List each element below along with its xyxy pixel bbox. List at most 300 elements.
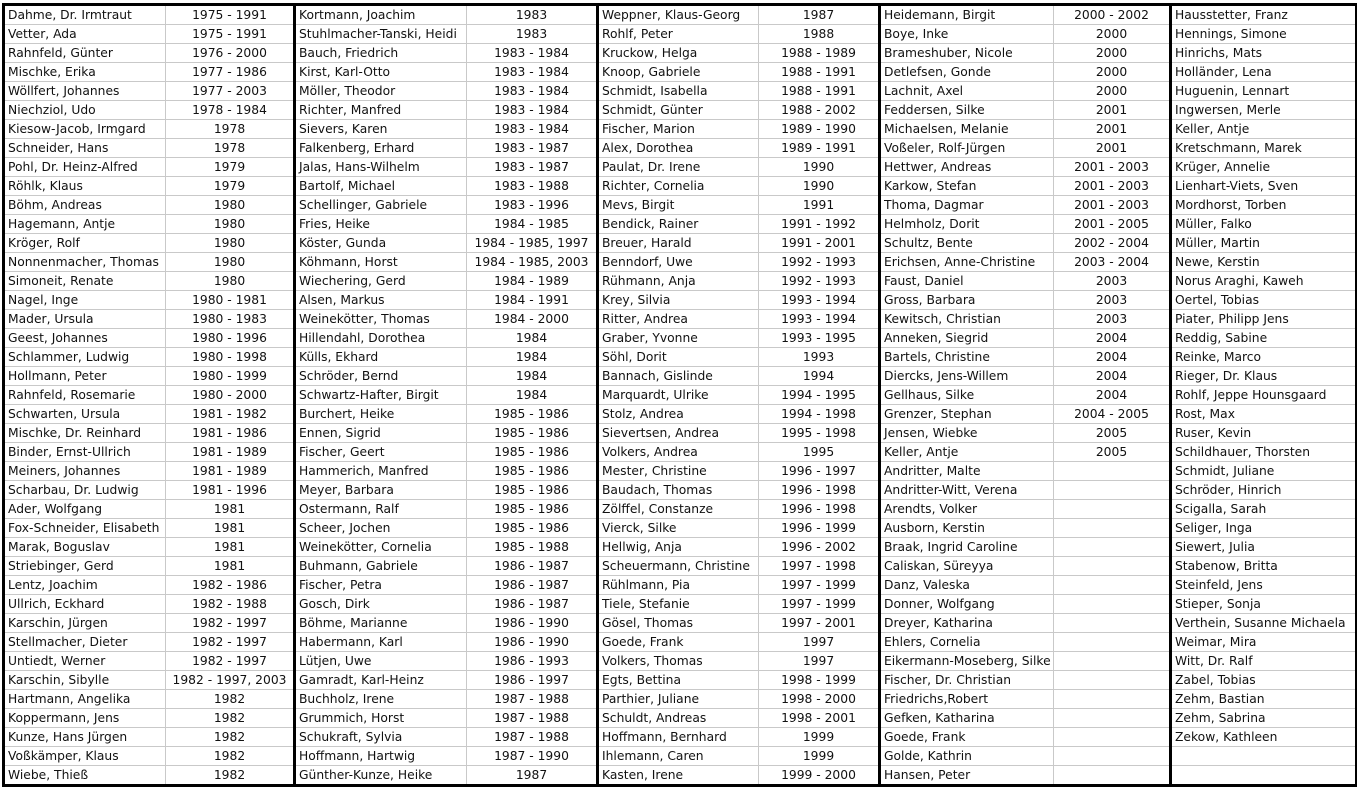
name-cell[interactable]: Ritter, Andrea <box>598 310 759 329</box>
years-cell[interactable]: 1984 <box>467 348 598 367</box>
years-cell[interactable]: 1986 - 1987 <box>467 557 598 576</box>
name-cell[interactable]: Newe, Kerstin <box>1171 253 1357 272</box>
years-cell[interactable]: 2001 <box>1054 139 1171 158</box>
name-cell[interactable]: Andritter, Malte <box>880 462 1054 481</box>
name-cell[interactable]: Egts, Bettina <box>598 671 759 690</box>
name-cell[interactable]: Sievertsen, Andrea <box>598 424 759 443</box>
name-cell[interactable]: Sievers, Karen <box>295 120 467 139</box>
years-cell[interactable]: 1983 <box>467 5 598 25</box>
name-cell[interactable]: Marquardt, Ulrike <box>598 386 759 405</box>
name-cell[interactable]: Schultz, Bente <box>880 234 1054 253</box>
name-cell[interactable]: Kröger, Rolf <box>4 234 166 253</box>
years-cell[interactable]: 1983 - 1984 <box>467 101 598 120</box>
years-cell[interactable]: 2003 <box>1054 310 1171 329</box>
name-cell[interactable]: Lütjen, Uwe <box>295 652 467 671</box>
name-cell[interactable]: Fischer, Marion <box>598 120 759 139</box>
years-cell[interactable]: 1985 - 1988 <box>467 538 598 557</box>
years-cell[interactable]: 1983 - 1987 <box>467 158 598 177</box>
years-cell[interactable]: 2004 <box>1054 348 1171 367</box>
name-cell[interactable]: Schuldt, Andreas <box>598 709 759 728</box>
name-cell[interactable]: Breuer, Harald <box>598 234 759 253</box>
name-cell[interactable]: Habermann, Karl <box>295 633 467 652</box>
years-cell[interactable]: 1983 - 1984 <box>467 82 598 101</box>
years-cell[interactable]: 1988 <box>759 25 880 44</box>
years-cell[interactable]: 1984 - 2000 <box>467 310 598 329</box>
name-cell[interactable]: Caliskan, Süreyya <box>880 557 1054 576</box>
years-cell[interactable]: 1981 - 1996 <box>166 481 295 500</box>
years-cell[interactable]: 1985 - 1986 <box>467 462 598 481</box>
years-cell[interactable]: 1988 - 2002 <box>759 101 880 120</box>
name-cell[interactable]: Schröder, Bernd <box>295 367 467 386</box>
name-cell[interactable]: Weppner, Klaus-Georg <box>598 5 759 25</box>
name-cell[interactable]: Schellinger, Gabriele <box>295 196 467 215</box>
name-cell[interactable]: Hammerich, Manfred <box>295 462 467 481</box>
years-cell[interactable]: 1977 - 2003 <box>166 82 295 101</box>
name-cell[interactable]: Rahnfeld, Günter <box>4 44 166 63</box>
name-cell[interactable]: Brameshuber, Nicole <box>880 44 1054 63</box>
name-cell[interactable]: Gosch, Dirk <box>295 595 467 614</box>
years-cell[interactable]: 1983 - 1984 <box>467 44 598 63</box>
years-cell[interactable] <box>1054 576 1171 595</box>
name-cell[interactable]: Dahme, Dr. Irmtraut <box>4 5 166 25</box>
years-cell[interactable]: 1989 - 1990 <box>759 120 880 139</box>
years-cell[interactable]: 2000 <box>1054 82 1171 101</box>
name-cell[interactable]: Fischer, Geert <box>295 443 467 462</box>
years-cell[interactable]: 1975 - 1991 <box>166 25 295 44</box>
name-cell[interactable]: Detlefsen, Gonde <box>880 63 1054 82</box>
years-cell[interactable]: 1997 <box>759 633 880 652</box>
name-cell[interactable]: Schmidt, Günter <box>598 101 759 120</box>
years-cell[interactable]: 1986 - 1990 <box>467 633 598 652</box>
name-cell[interactable]: Wiechering, Gerd <box>295 272 467 291</box>
name-cell[interactable]: Böhm, Andreas <box>4 196 166 215</box>
name-cell[interactable]: Stieper, Sonja <box>1171 595 1357 614</box>
name-cell[interactable]: Schmidt, Juliane <box>1171 462 1357 481</box>
name-cell[interactable]: Schneider, Hans <box>4 139 166 158</box>
years-cell[interactable]: 2005 <box>1054 443 1171 462</box>
name-cell[interactable]: Bauch, Friedrich <box>295 44 467 63</box>
years-cell[interactable]: 2001 - 2003 <box>1054 158 1171 177</box>
name-cell[interactable]: Gellhaus, Silke <box>880 386 1054 405</box>
name-cell[interactable]: Steinfeld, Jens <box>1171 576 1357 595</box>
name-cell[interactable]: Kruckow, Helga <box>598 44 759 63</box>
name-cell[interactable]: Nagel, Inge <box>4 291 166 310</box>
years-cell[interactable]: 1994 <box>759 367 880 386</box>
years-cell[interactable]: 2000 <box>1054 25 1171 44</box>
name-cell[interactable]: Grummich, Horst <box>295 709 467 728</box>
name-cell[interactable]: Weimar, Mira <box>1171 633 1357 652</box>
name-cell[interactable]: Böhme, Marianne <box>295 614 467 633</box>
years-cell[interactable]: 1980 <box>166 215 295 234</box>
name-cell[interactable]: Ullrich, Eckhard <box>4 595 166 614</box>
years-cell[interactable]: 2003 - 2004 <box>1054 253 1171 272</box>
years-cell[interactable] <box>1054 481 1171 500</box>
name-cell[interactable]: Zehm, Bastian <box>1171 690 1357 709</box>
name-cell[interactable]: Scigalla, Sarah <box>1171 500 1357 519</box>
years-cell[interactable]: 1982 <box>166 747 295 766</box>
years-cell[interactable]: 1988 - 1989 <box>759 44 880 63</box>
years-cell[interactable]: 1994 - 1998 <box>759 405 880 424</box>
name-cell[interactable]: Fischer, Dr. Christian <box>880 671 1054 690</box>
years-cell[interactable]: 1980 <box>166 196 295 215</box>
years-cell[interactable]: 1975 - 1991 <box>166 5 295 25</box>
years-cell[interactable]: 2001 - 2003 <box>1054 177 1171 196</box>
name-cell[interactable]: Meiners, Johannes <box>4 462 166 481</box>
name-cell[interactable]: Buchholz, Irene <box>295 690 467 709</box>
years-cell[interactable]: 2001 <box>1054 120 1171 139</box>
years-cell[interactable]: 2001 - 2003 <box>1054 196 1171 215</box>
name-cell[interactable]: Buhmann, Gabriele <box>295 557 467 576</box>
years-cell[interactable]: 1979 <box>166 177 295 196</box>
name-cell[interactable]: Benndorf, Uwe <box>598 253 759 272</box>
name-cell[interactable]: Seliger, Inga <box>1171 519 1357 538</box>
years-cell[interactable]: 1998 - 2000 <box>759 690 880 709</box>
name-cell[interactable]: Mischke, Dr. Reinhard <box>4 424 166 443</box>
years-cell[interactable]: 2003 <box>1054 291 1171 310</box>
years-cell[interactable]: 1987 <box>467 766 598 786</box>
name-cell[interactable]: Rohlf, Peter <box>598 25 759 44</box>
name-cell[interactable]: Bendick, Rainer <box>598 215 759 234</box>
years-cell[interactable]: 1984 - 1985, 1997 <box>467 234 598 253</box>
years-cell[interactable]: 1982 <box>166 709 295 728</box>
name-cell[interactable]: Müller, Falko <box>1171 215 1357 234</box>
name-cell[interactable]: Binder, Ernst-Ullrich <box>4 443 166 462</box>
years-cell[interactable]: 1977 - 1986 <box>166 63 295 82</box>
name-cell[interactable]: Köster, Gunda <box>295 234 467 253</box>
name-cell[interactable]: Zehm, Sabrina <box>1171 709 1357 728</box>
name-cell[interactable]: Krüger, Annelie <box>1171 158 1357 177</box>
years-cell[interactable]: 1980 <box>166 253 295 272</box>
name-cell[interactable]: Rahnfeld, Rosemarie <box>4 386 166 405</box>
years-cell[interactable]: 1985 - 1986 <box>467 424 598 443</box>
name-cell[interactable]: Reddig, Sabine <box>1171 329 1357 348</box>
name-cell[interactable]: Hettwer, Andreas <box>880 158 1054 177</box>
years-cell[interactable]: 1976 - 2000 <box>166 44 295 63</box>
years-cell[interactable]: 1999 <box>759 747 880 766</box>
name-cell[interactable]: Donner, Wolfgang <box>880 595 1054 614</box>
name-cell[interactable]: Koppermann, Jens <box>4 709 166 728</box>
years-cell[interactable]: 2001 - 2005 <box>1054 215 1171 234</box>
years-cell[interactable]: 1992 - 1993 <box>759 272 880 291</box>
years-cell[interactable]: 2004 <box>1054 367 1171 386</box>
name-cell[interactable] <box>1171 747 1357 766</box>
name-cell[interactable]: Michaelsen, Melanie <box>880 120 1054 139</box>
name-cell[interactable]: Feddersen, Silke <box>880 101 1054 120</box>
years-cell[interactable]: 1984 <box>467 329 598 348</box>
name-cell[interactable]: Alex, Dorothea <box>598 139 759 158</box>
years-cell[interactable]: 1985 - 1986 <box>467 481 598 500</box>
name-cell[interactable]: Bartolf, Michael <box>295 177 467 196</box>
years-cell[interactable] <box>1054 614 1171 633</box>
years-cell[interactable]: 1987 - 1988 <box>467 709 598 728</box>
years-cell[interactable]: 1986 - 1990 <box>467 614 598 633</box>
years-cell[interactable] <box>1054 690 1171 709</box>
name-cell[interactable]: Hoffmann, Hartwig <box>295 747 467 766</box>
years-cell[interactable]: 1997 - 1999 <box>759 595 880 614</box>
years-cell[interactable] <box>1054 652 1171 671</box>
name-cell[interactable]: Geest, Johannes <box>4 329 166 348</box>
name-cell[interactable]: Rühlmann, Pia <box>598 576 759 595</box>
name-cell[interactable]: Ausborn, Kerstin <box>880 519 1054 538</box>
years-cell[interactable] <box>1054 519 1171 538</box>
years-cell[interactable] <box>1054 538 1171 557</box>
name-cell[interactable]: Heidemann, Birgit <box>880 5 1054 25</box>
name-cell[interactable]: Söhl, Dorit <box>598 348 759 367</box>
years-cell[interactable]: 1981 - 1986 <box>166 424 295 443</box>
years-cell[interactable]: 2000 <box>1054 44 1171 63</box>
years-cell[interactable] <box>1054 633 1171 652</box>
name-cell[interactable]: Scharbau, Dr. Ludwig <box>4 481 166 500</box>
years-cell[interactable]: 1980 - 1998 <box>166 348 295 367</box>
years-cell[interactable]: 1985 - 1986 <box>467 443 598 462</box>
name-cell[interactable]: Kretschmann, Marek <box>1171 139 1357 158</box>
years-cell[interactable]: 1998 - 1999 <box>759 671 880 690</box>
years-cell[interactable]: 2000 - 2002 <box>1054 5 1171 25</box>
years-cell[interactable]: 2003 <box>1054 272 1171 291</box>
name-cell[interactable]: Külls, Ekhard <box>295 348 467 367</box>
years-cell[interactable]: 1980 <box>166 272 295 291</box>
name-cell[interactable]: Braak, Ingrid Caroline <box>880 538 1054 557</box>
name-cell[interactable]: Gösel, Thomas <box>598 614 759 633</box>
name-cell[interactable]: Vierck, Silke <box>598 519 759 538</box>
name-cell[interactable]: Friedrichs,Robert <box>880 690 1054 709</box>
years-cell[interactable]: 1986 - 1987 <box>467 595 598 614</box>
years-cell[interactable]: 1982 <box>166 766 295 786</box>
years-cell[interactable]: 1980 - 1999 <box>166 367 295 386</box>
name-cell[interactable]: Hagemann, Antje <box>4 215 166 234</box>
name-cell[interactable]: Scheuermann, Christine <box>598 557 759 576</box>
name-cell[interactable]: Arendts, Volker <box>880 500 1054 519</box>
name-cell[interactable]: Striebinger, Gerd <box>4 557 166 576</box>
years-cell[interactable]: 1996 - 1998 <box>759 481 880 500</box>
name-cell[interactable]: Schukraft, Sylvia <box>295 728 467 747</box>
years-cell[interactable]: 1997 - 2001 <box>759 614 880 633</box>
name-cell[interactable]: Vetter, Ada <box>4 25 166 44</box>
name-cell[interactable]: Danz, Valeska <box>880 576 1054 595</box>
name-cell[interactable]: Günther-Kunze, Heike <box>295 766 467 786</box>
name-cell[interactable]: Helmholz, Dorit <box>880 215 1054 234</box>
years-cell[interactable]: 1993 - 1994 <box>759 291 880 310</box>
name-cell[interactable]: Rost, Max <box>1171 405 1357 424</box>
name-cell[interactable] <box>1171 766 1357 786</box>
years-cell[interactable]: 1987 - 1988 <box>467 728 598 747</box>
years-cell[interactable]: 1991 <box>759 196 880 215</box>
name-cell[interactable]: Schröder, Hinrich <box>1171 481 1357 500</box>
name-cell[interactable]: Schildhauer, Thorsten <box>1171 443 1357 462</box>
name-cell[interactable]: Witt, Dr. Ralf <box>1171 652 1357 671</box>
name-cell[interactable]: Mester, Christine <box>598 462 759 481</box>
years-cell[interactable]: 1980 - 1981 <box>166 291 295 310</box>
name-cell[interactable]: Oertel, Tobias <box>1171 291 1357 310</box>
name-cell[interactable]: Köhmann, Horst <box>295 253 467 272</box>
years-cell[interactable]: 1993 - 1994 <box>759 310 880 329</box>
years-cell[interactable]: 1987 <box>759 5 880 25</box>
name-cell[interactable]: Alsen, Markus <box>295 291 467 310</box>
years-cell[interactable]: 1982 - 1997 <box>166 652 295 671</box>
years-cell[interactable] <box>1054 462 1171 481</box>
years-cell[interactable]: 1981 <box>166 538 295 557</box>
name-cell[interactable]: Wiebe, Thieß <box>4 766 166 786</box>
name-cell[interactable]: Thoma, Dagmar <box>880 196 1054 215</box>
name-cell[interactable]: Hillendahl, Dorothea <box>295 329 467 348</box>
years-cell[interactable]: 1983 - 1987 <box>467 139 598 158</box>
name-cell[interactable]: Ruser, Kevin <box>1171 424 1357 443</box>
name-cell[interactable]: Rohlf, Jeppe Hounsgaard <box>1171 386 1357 405</box>
name-cell[interactable]: Möller, Theodor <box>295 82 467 101</box>
years-cell[interactable]: 1979 <box>166 158 295 177</box>
name-cell[interactable]: Untiedt, Werner <box>4 652 166 671</box>
years-cell[interactable]: 1981 <box>166 557 295 576</box>
years-cell[interactable] <box>1054 766 1171 786</box>
years-cell[interactable]: 1993 - 1995 <box>759 329 880 348</box>
name-cell[interactable]: Hennings, Simone <box>1171 25 1357 44</box>
years-cell[interactable]: 1997 <box>759 652 880 671</box>
name-cell[interactable]: Burchert, Heike <box>295 405 467 424</box>
years-cell[interactable]: 1995 <box>759 443 880 462</box>
name-cell[interactable]: Hellwig, Anja <box>598 538 759 557</box>
name-cell[interactable]: Kiesow-Jacob, Irmgard <box>4 120 166 139</box>
name-cell[interactable]: Paulat, Dr. Irene <box>598 158 759 177</box>
years-cell[interactable]: 1994 - 1995 <box>759 386 880 405</box>
years-cell[interactable]: 1988 - 1991 <box>759 63 880 82</box>
years-cell[interactable]: 2004 <box>1054 386 1171 405</box>
name-cell[interactable]: Siewert, Julia <box>1171 538 1357 557</box>
name-cell[interactable]: Baudach, Thomas <box>598 481 759 500</box>
years-cell[interactable]: 1990 <box>759 177 880 196</box>
name-cell[interactable]: Norus Araghi, Kaweh <box>1171 272 1357 291</box>
years-cell[interactable]: 1989 - 1991 <box>759 139 880 158</box>
name-cell[interactable]: Scheer, Jochen <box>295 519 467 538</box>
name-cell[interactable]: Kortmann, Joachim <box>295 5 467 25</box>
name-cell[interactable]: Ader, Wolfgang <box>4 500 166 519</box>
name-cell[interactable]: Grenzer, Stephan <box>880 405 1054 424</box>
name-cell[interactable]: Volkers, Thomas <box>598 652 759 671</box>
name-cell[interactable]: Fox-Schneider, Elisabeth <box>4 519 166 538</box>
name-cell[interactable]: Graber, Yvonne <box>598 329 759 348</box>
name-cell[interactable]: Wöllfert, Johannes <box>4 82 166 101</box>
years-cell[interactable]: 1986 - 1997 <box>467 671 598 690</box>
years-cell[interactable]: 1996 - 1997 <box>759 462 880 481</box>
years-cell[interactable]: 2004 <box>1054 329 1171 348</box>
name-cell[interactable]: Weinekötter, Cornelia <box>295 538 467 557</box>
name-cell[interactable]: Kasten, Irene <box>598 766 759 786</box>
years-cell[interactable]: 1980 - 1996 <box>166 329 295 348</box>
years-cell[interactable]: 1982 - 1997 <box>166 614 295 633</box>
years-cell[interactable]: 1980 - 2000 <box>166 386 295 405</box>
years-cell[interactable]: 1984 <box>467 367 598 386</box>
name-cell[interactable]: Richter, Cornelia <box>598 177 759 196</box>
years-cell[interactable]: 1996 - 1999 <box>759 519 880 538</box>
name-cell[interactable]: Niechziol, Udo <box>4 101 166 120</box>
years-cell[interactable] <box>1054 747 1171 766</box>
name-cell[interactable]: Hoffmann, Bernhard <box>598 728 759 747</box>
name-cell[interactable]: Stabenow, Britta <box>1171 557 1357 576</box>
name-cell[interactable]: Hollmann, Peter <box>4 367 166 386</box>
years-cell[interactable]: 1997 - 1998 <box>759 557 880 576</box>
years-cell[interactable]: 1985 - 1986 <box>467 500 598 519</box>
name-cell[interactable]: Kirst, Karl-Otto <box>295 63 467 82</box>
name-cell[interactable]: Mader, Ursula <box>4 310 166 329</box>
years-cell[interactable] <box>1054 671 1171 690</box>
years-cell[interactable]: 1981 <box>166 500 295 519</box>
name-cell[interactable]: Kunze, Hans Jürgen <box>4 728 166 747</box>
years-cell[interactable] <box>1054 709 1171 728</box>
name-cell[interactable]: Müller, Martin <box>1171 234 1357 253</box>
name-cell[interactable]: Zabel, Tobias <box>1171 671 1357 690</box>
name-cell[interactable]: Knoop, Gabriele <box>598 63 759 82</box>
name-cell[interactable]: Gefken, Katharina <box>880 709 1054 728</box>
name-cell[interactable]: Goede, Frank <box>880 728 1054 747</box>
years-cell[interactable]: 1987 - 1990 <box>467 747 598 766</box>
name-cell[interactable]: Meyer, Barbara <box>295 481 467 500</box>
name-cell[interactable]: Voßeler, Rolf-Jürgen <box>880 139 1054 158</box>
years-cell[interactable]: 1991 - 1992 <box>759 215 880 234</box>
years-cell[interactable]: 1996 - 1998 <box>759 500 880 519</box>
name-cell[interactable]: Weinekötter, Thomas <box>295 310 467 329</box>
years-cell[interactable]: 1984 <box>467 386 598 405</box>
years-cell[interactable]: 1983 - 1988 <box>467 177 598 196</box>
years-cell[interactable]: 1985 - 1986 <box>467 519 598 538</box>
years-cell[interactable]: 1984 - 1985, 2003 <box>467 253 598 272</box>
years-cell[interactable]: 1984 - 1985 <box>467 215 598 234</box>
years-cell[interactable]: 1983 - 1996 <box>467 196 598 215</box>
name-cell[interactable]: Stellmacher, Dieter <box>4 633 166 652</box>
name-cell[interactable]: Diercks, Jens-Willem <box>880 367 1054 386</box>
years-cell[interactable] <box>1054 595 1171 614</box>
name-cell[interactable]: Keller, Antje <box>1171 120 1357 139</box>
name-cell[interactable]: Ehlers, Cornelia <box>880 633 1054 652</box>
name-cell[interactable]: Stuhlmacher-Tanski, Heidi <box>295 25 467 44</box>
name-cell[interactable]: Reinke, Marco <box>1171 348 1357 367</box>
name-cell[interactable]: Bannach, Gislinde <box>598 367 759 386</box>
years-cell[interactable] <box>1054 500 1171 519</box>
years-cell[interactable]: 2001 <box>1054 101 1171 120</box>
name-cell[interactable]: Mevs, Birgit <box>598 196 759 215</box>
years-cell[interactable]: 1991 - 2001 <box>759 234 880 253</box>
years-cell[interactable]: 2002 - 2004 <box>1054 234 1171 253</box>
name-cell[interactable]: Karkow, Stefan <box>880 177 1054 196</box>
name-cell[interactable]: Eikermann-Moseberg, Silke <box>880 652 1054 671</box>
name-cell[interactable]: Parthier, Juliane <box>598 690 759 709</box>
years-cell[interactable]: 1986 - 1993 <box>467 652 598 671</box>
name-cell[interactable]: Gross, Barbara <box>880 291 1054 310</box>
years-cell[interactable]: 1983 - 1984 <box>467 120 598 139</box>
years-cell[interactable]: 1990 <box>759 158 880 177</box>
name-cell[interactable]: Hansen, Peter <box>880 766 1054 786</box>
name-cell[interactable]: Rieger, Dr. Klaus <box>1171 367 1357 386</box>
years-cell[interactable]: 1993 <box>759 348 880 367</box>
name-cell[interactable]: Huguenin, Lennart <box>1171 82 1357 101</box>
years-cell[interactable]: 1978 - 1984 <box>166 101 295 120</box>
years-cell[interactable]: 1998 - 2001 <box>759 709 880 728</box>
name-cell[interactable]: Lachnit, Axel <box>880 82 1054 101</box>
name-cell[interactable]: Tiele, Stefanie <box>598 595 759 614</box>
name-cell[interactable]: Keller, Antje <box>880 443 1054 462</box>
name-cell[interactable]: Dreyer, Katharina <box>880 614 1054 633</box>
years-cell[interactable]: 1982 - 1997, 2003 <box>166 671 295 690</box>
name-cell[interactable]: Richter, Manfred <box>295 101 467 120</box>
name-cell[interactable]: Ihlemann, Caren <box>598 747 759 766</box>
years-cell[interactable]: 1999 <box>759 728 880 747</box>
name-cell[interactable]: Jensen, Wiebke <box>880 424 1054 443</box>
name-cell[interactable]: Mordhorst, Torben <box>1171 196 1357 215</box>
name-cell[interactable]: Schwarten, Ursula <box>4 405 166 424</box>
name-cell[interactable]: Zekow, Kathleen <box>1171 728 1357 747</box>
name-cell[interactable]: Boye, Inke <box>880 25 1054 44</box>
name-cell[interactable]: Röhlk, Klaus <box>4 177 166 196</box>
years-cell[interactable] <box>1054 557 1171 576</box>
name-cell[interactable]: Karschin, Sibylle <box>4 671 166 690</box>
